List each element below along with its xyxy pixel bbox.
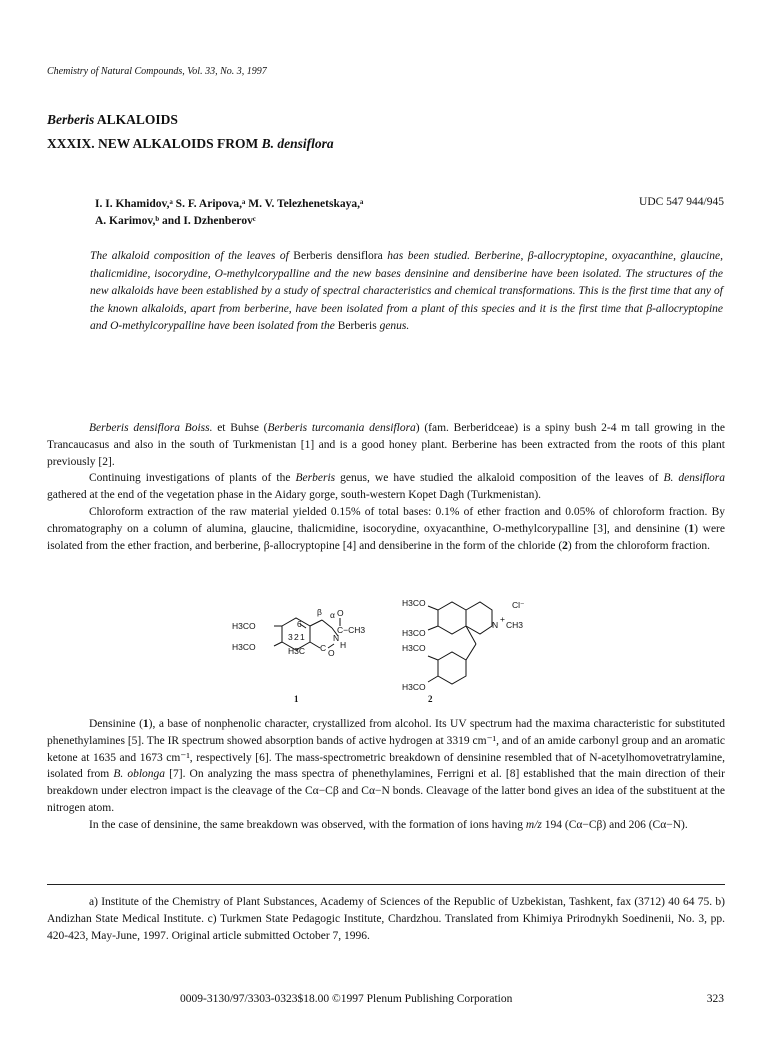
abstract: [90, 248, 723, 336]
page-number: 323: [706, 993, 724, 1005]
s1-bond-7: [274, 642, 282, 646]
s2-bond-o2: [428, 626, 438, 630]
p5-mz: m/z: [525, 818, 542, 831]
structure-1-densinine: [274, 618, 340, 650]
p1-text-d: ) (fam. Berberidceae) is a spiny bush 2-4 m tall growing in the Trancaucasus and also in the south of Turkmenistan [1] and is a good honey plant. Berberine has been extracted from the roots of this plant previously [2].: [47, 422, 725, 468]
s1-bond-1: [310, 620, 322, 626]
p2-text-c: genus, we have studied the alkaloid composition of the leaves of: [335, 472, 664, 485]
author-line-1: I. I. Khamidov,ᵃ S. F. Aripova,ᵃ M. V. Telezhenetskaya,ᵃ: [95, 198, 364, 210]
s1-oxygen-bottom: O: [328, 648, 335, 658]
s1-h3c: H3C: [288, 646, 306, 656]
author-list: [95, 196, 615, 230]
s1-h3co-top: H3CO: [232, 621, 256, 631]
s1-acetyl: C−CH3: [337, 625, 366, 635]
copyright-line: 0009-3130/97/3303-0323$18.00 ©1997 Plenum Publishing Corporation: [180, 993, 513, 1005]
s2-ring-c: [438, 652, 466, 684]
body-text-lower: [47, 716, 725, 834]
abstract-part-1: The alkaloid composition of the leaves of: [90, 250, 294, 262]
s1-pos-2: 2: [294, 632, 299, 642]
s2-bond-o3: [428, 656, 438, 660]
p4-text-c: ), a base of nonphenolic character, crystallized from alcohol. Its UV spectrum had the maxima characteristic for substituted phenethylamines [5]. The IR spectrum showed absorption bands of active hydrogen at 3319 cm⁻¹, and of an amide carbonyl group and an aromatic ketone at 1635 and 1673 cm⁻¹, respectively [6]. The mass-spectrometric breakdown of densinine resembled that of N-acetylhomovetratrylamine, isolated from: [47, 718, 725, 781]
p2-text-e: gathered at the end of the vegetation phase in the Aidary gorge, south-western Kopet Dagh (Turkmenistan).: [47, 489, 542, 502]
s1-oxygen-top: O: [337, 608, 344, 618]
s2-methyl: CH3: [506, 620, 524, 630]
udc-code: UDC 547 944/945: [639, 196, 724, 208]
footnote-divider: [47, 884, 725, 885]
s1-alpha: α: [330, 610, 335, 620]
abstract-part-5: genus.: [376, 320, 410, 332]
p2-species: B. densiflora: [663, 472, 726, 485]
p3-text-e: ) from the chloroform fraction.: [567, 539, 711, 552]
s2-h3co-2: H3CO: [402, 628, 426, 638]
article-title: [47, 136, 334, 152]
paragraph-1: [47, 420, 725, 470]
s1-hydrogen: H: [340, 640, 347, 650]
structure-2-labels: [402, 598, 525, 704]
s1-nitrogen: N: [333, 633, 340, 643]
series-title-rest: ALKALOIDS: [94, 112, 178, 127]
s1-h3co-bottom: H3CO: [232, 642, 256, 652]
paragraph-3: [47, 504, 725, 554]
body-text-upper: [47, 420, 725, 554]
s2-ring-a: [438, 602, 466, 634]
s2-h3co-4: H3CO: [402, 682, 426, 692]
abstract-part-3: has been studied. Berberine, β-allocryptopine, oxyacanthine, glaucine, thalicmidine, isocorydine, O-methylcorypalline and the new bases densinine and densiberine have been isolated. The structures of the new alkaloids have been established by a study of spectral characteristics and chemical transformations. This is the first time that any of the known alkaloids, apart from berberine, have been isolated from a plant of this species and it is the first time that β-allocryptopine and O-methylcorypalline have been isolated from the: [90, 250, 723, 332]
p4-species: B. oblonga: [113, 768, 166, 781]
s2-charge: +: [500, 614, 505, 624]
s1-carbon: C: [320, 643, 327, 653]
series-title-genus: Berberis: [47, 112, 95, 127]
p3-compound-1: 1: [688, 522, 695, 535]
structure-1-label: 1: [294, 694, 299, 704]
paragraph-2: [47, 470, 725, 504]
s2-bond-o4: [428, 676, 438, 682]
s1-bond-4: [310, 642, 320, 648]
footnote: a) Institute of the Chemistry of Plant Substances, Academy of Sciences of the Republic of Uzbekistan, Tashkent, fax (3712) 40 64 75. b) Andizhan State Medical Institute. c) Turkmen State Pedagogic Institute, Chardzhou. Translated from Khimiya Prirodnykh Soedinenii, No. 3, pp. 420-423, May-June, 1997. Original article submitted October 7, 1996.: [47, 896, 725, 942]
s2-nitrogen: N: [492, 620, 499, 630]
chemical-structures: [230, 596, 550, 706]
p2-text-a: Continuing investigations of plants of the: [89, 472, 296, 485]
s1-pos-3: 3: [288, 632, 293, 642]
p4-text-e: [7]. On analyzing the mass spectra of phenethylamines, Ferrigni et al. [8] established that the main direction of their breakdown under electron impact is the cleavage of the Cα−Cβ and Cα−N bonds. Cleavage of the latter bond gives an idea of the substituent at the nitrogen atom.: [47, 768, 725, 814]
p1-synonym: Berberis turcomania densiflora: [267, 422, 416, 434]
p1-species: Berberis densiflora Boiss.: [89, 422, 213, 434]
p3-compound-2: 2: [562, 539, 568, 552]
p3-text-a: Chloroform extraction of the raw material yielded 0.15% of total bases: 0.1% of ether fraction and 0.05% of chloroform fraction. By chromatography on a column of alumina, glaucine, thalicmidine, isocorydine, oxyacanthine, O-methylcorypalline [3], and densinine (: [47, 505, 725, 535]
p4-text-a: Densinine (: [89, 718, 143, 730]
paragraph-4: [47, 716, 725, 817]
structure-2-densiberine: [428, 602, 492, 684]
s1-bond-2: [322, 620, 332, 628]
p5-text-c: 194 (Cα−Cβ) and 206 (Cα−N).: [541, 818, 688, 831]
p1-text-b: et Buhse (: [212, 422, 268, 434]
paragraph-5: [47, 817, 725, 834]
s1-pos-1: 1: [300, 632, 305, 642]
abstract-plant-name: Berberis densiflora: [293, 250, 383, 262]
article-title-prefix: XXXIX. NEW ALKALOIDS FROM: [47, 136, 262, 151]
p3-text-c: ) were isolated from the ether fraction, and berberine, β-allocryptopine [4] and densiberine in the form of the chloride (: [47, 522, 725, 552]
author-line-2: A. Karimov,ᵇ and I. Dzhenberovᶜ: [95, 215, 256, 227]
p2-genus: Berberis: [295, 472, 336, 485]
article-title-species: B. densiflora: [261, 136, 334, 151]
s2-h3co-3: H3CO: [402, 643, 426, 653]
structure-1-labels: [232, 607, 365, 704]
s2-chloride: Cl⁻: [512, 600, 525, 610]
s2-h3co-1: H3CO: [402, 598, 426, 608]
s1-beta: β: [317, 607, 322, 617]
p4-compound-1: 1: [142, 718, 149, 730]
structure-2-label: 2: [428, 694, 433, 704]
series-title: [47, 112, 178, 128]
abstract-genus-name: Berberis: [337, 320, 377, 332]
journal-citation: Chemistry of Natural Compounds, Vol. 33, No. 3, 1997: [47, 66, 267, 77]
s2-bond-to-ring-c: [466, 644, 476, 660]
p5-text-a: In the case of densinine, the same breakdown was observed, with the formation of ions having: [89, 818, 526, 831]
s2-bond-o1: [428, 606, 438, 610]
s2-ring-b: [466, 602, 492, 634]
s1-pos-6: 6: [297, 619, 302, 629]
